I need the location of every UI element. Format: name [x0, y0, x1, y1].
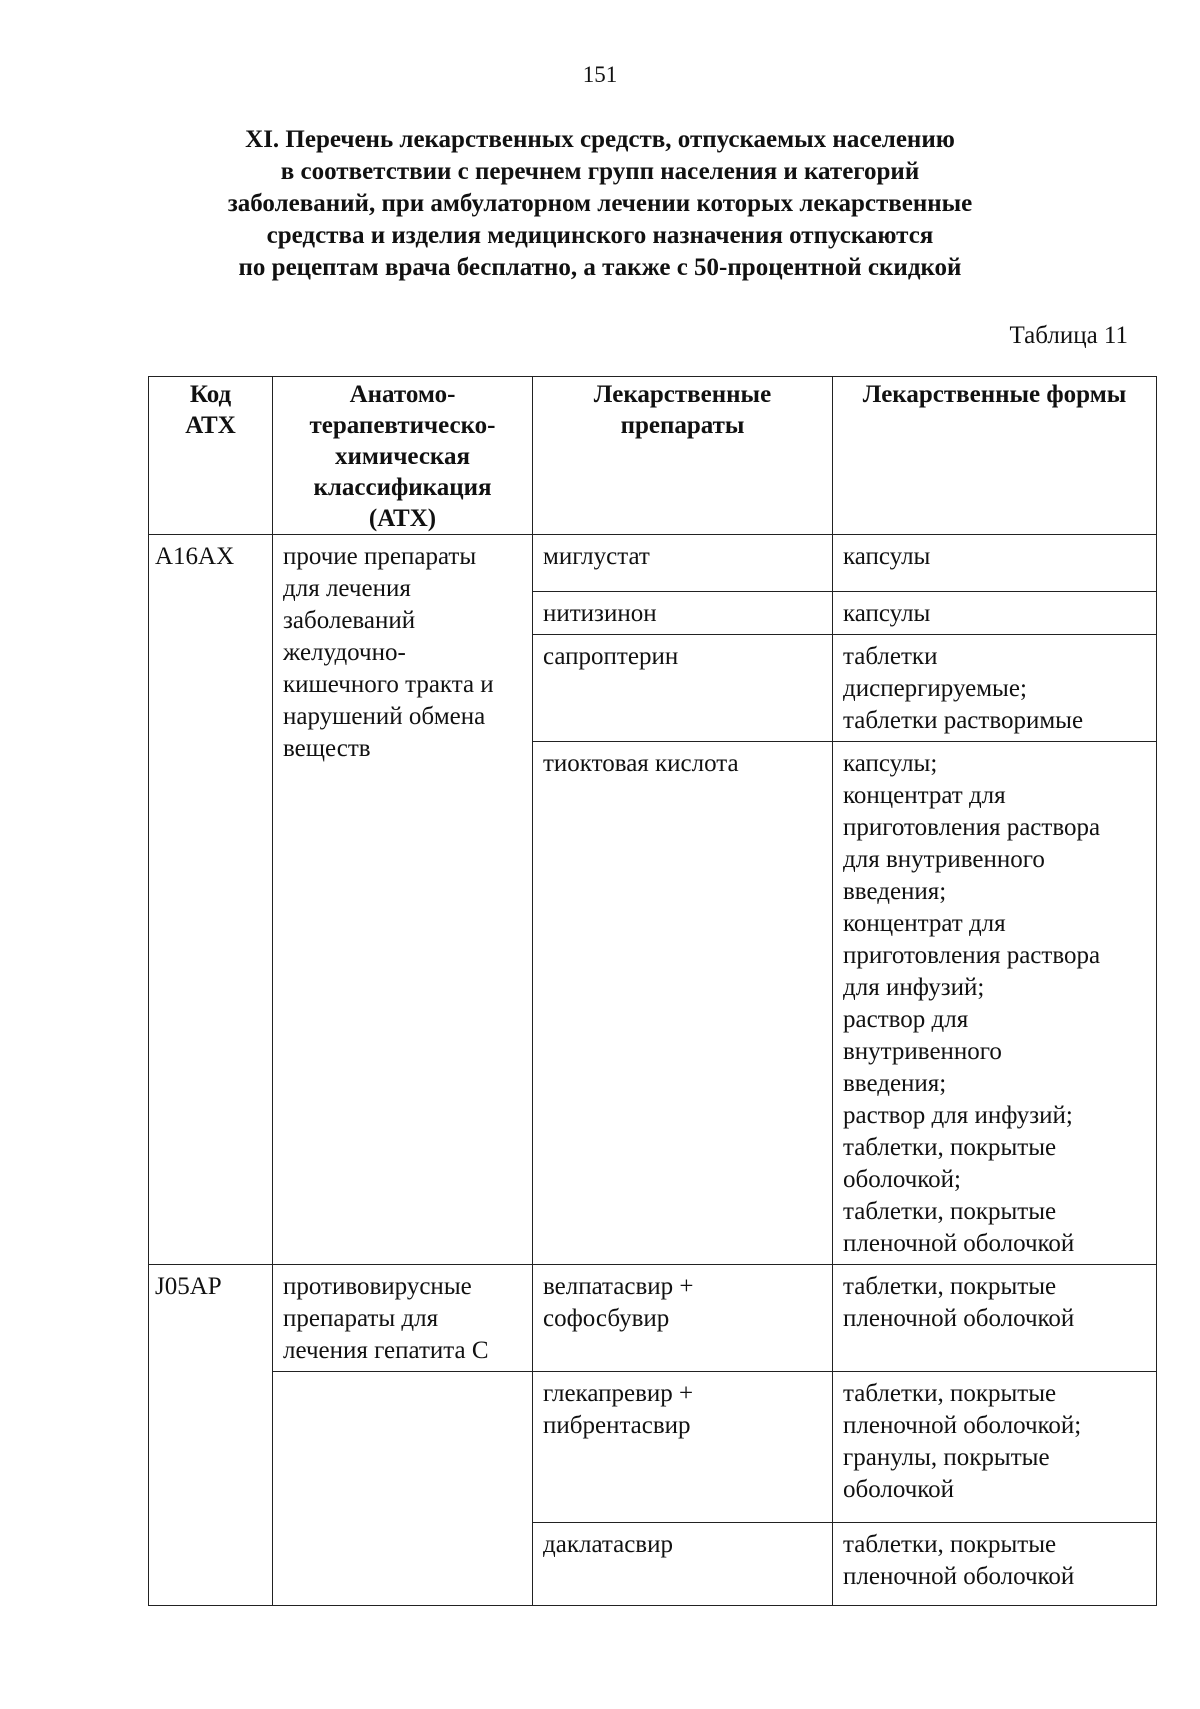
header-atx-code: Код АТХ: [149, 377, 273, 535]
atx-code-cell: A16AX: [149, 535, 273, 1265]
dosage-forms-cell: капсулы; концентрат для приготовления раствора для внутривенного введения; концентрат для приготовления раствора для инфузий; раствор для внутривенного введения; раствор для инфузий; таблетки, покрытые оболочкой; таблетки, покрытые пленочной оболочкой: [833, 742, 1157, 1265]
title-line: по рецептам врача бесплатно, а также с 50-процентной скидкой: [238, 254, 962, 281]
dosage-forms-cell: капсулы: [833, 592, 1157, 635]
title-line: в соответствии с перечнем групп населения и категорий: [280, 158, 920, 185]
drug-name-cell: тиоктовая кислота: [533, 742, 833, 1265]
header-dosage-forms: Лекарственные формы: [833, 377, 1157, 535]
atx-classification-cell-empty: [273, 1372, 533, 1606]
dosage-forms-cell: капсулы: [833, 535, 1157, 592]
title-line: XI. Перечень лекарственных средств, отпускаемых населению: [245, 126, 955, 153]
dosage-forms-cell: таблетки, покрытые пленочной оболочкой: [833, 1523, 1157, 1606]
drug-name-cell: миглустат: [533, 535, 833, 592]
table-label: Таблица 11: [1009, 322, 1128, 349]
title-line: средства и изделия медицинского назначения отпускаются: [266, 222, 934, 249]
title-line: заболеваний, при амбулаторном лечении которых лекарственные: [227, 190, 973, 217]
dosage-forms-cell: таблетки диспергируемые; таблетки растворимые: [833, 635, 1157, 742]
page-number: 151: [582, 62, 618, 87]
drug-name-cell: даклатасвир: [533, 1523, 833, 1606]
table-header-row: [149, 377, 1157, 535]
atx-classification-cell: прочие препараты для лечения заболеваний желудочно- кишечного тракта и нарушений обмена веществ: [273, 535, 533, 1265]
drug-name-cell: глекапревир + пибрентасвир: [533, 1372, 833, 1523]
drug-name-cell: сапроптерин: [533, 635, 833, 742]
dosage-forms-cell: таблетки, покрытые пленочной оболочкой: [833, 1265, 1157, 1372]
drug-name-cell: велпатасвир + софосбувир: [533, 1265, 833, 1372]
document-title: [140, 124, 1060, 284]
table-row: [149, 1372, 1157, 1523]
atx-code-cell: J05AP: [149, 1265, 273, 1606]
table-row: [149, 535, 1157, 592]
header-atx-classification: Анатомо- терапевтическо- химическая классификация (АТХ): [273, 377, 533, 535]
header-drugs: Лекарственные препараты: [533, 377, 833, 535]
atx-classification-cell: противовирусные препараты для лечения гепатита С: [273, 1265, 533, 1372]
dosage-forms-cell: таблетки, покрытые пленочной оболочкой; гранулы, покрытые оболочкой: [833, 1372, 1157, 1523]
table-row: [149, 1265, 1157, 1372]
medications-table: [148, 376, 1157, 1606]
drug-name-cell: нитизинон: [533, 592, 833, 635]
